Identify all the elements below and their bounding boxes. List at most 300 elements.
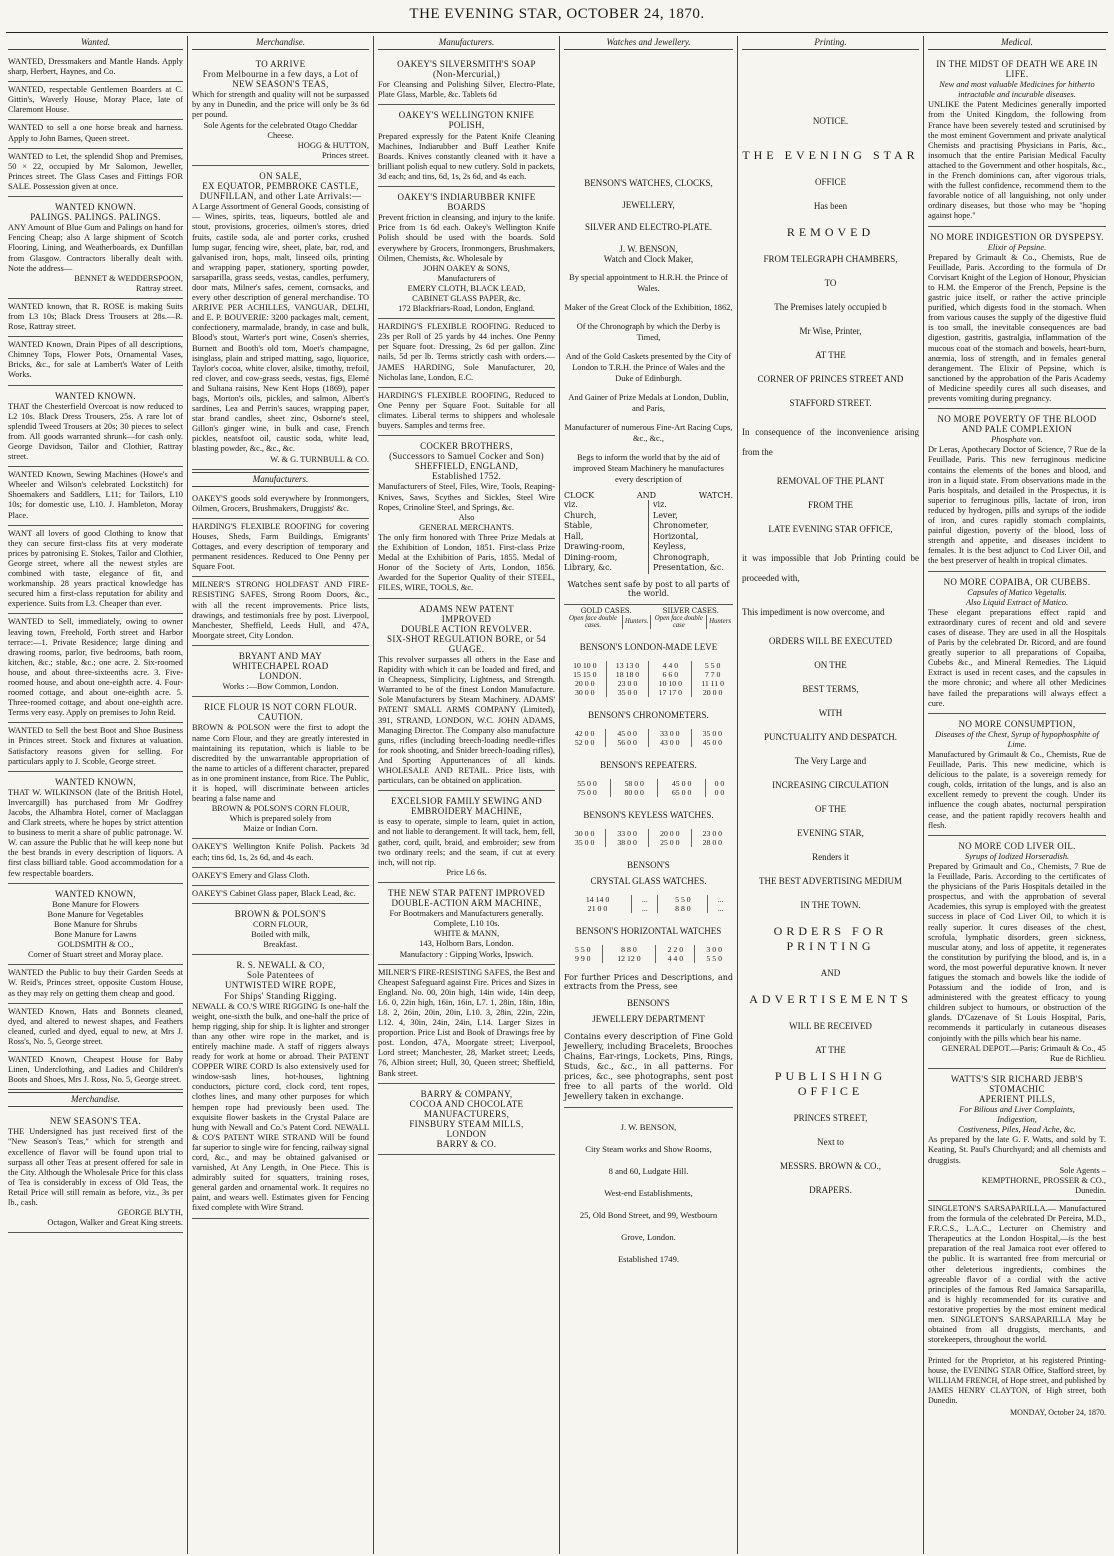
price-cell: 0 0 xyxy=(705,779,733,788)
ad-body: Prepared by Grimault and Co., Chemists, 7 Rue de la Feuillade, Paris. According to the certificates of the physicians of the Paris Hospitals detailed in the prospectus, and with the approbation of several Academies, this syrup is employed with the greatest success in place of Cod Liver Oil, to which it is really superior. It cures diseases of the chest, scrofula, lymphatic disorders, green sickness, muscular atony, and loss of appetite, it regenerates the constitution by purifying the blood, and is, in a word, the most powerful depurative known. It never fatigues the stomach and bowels like the iodide of Potassium and the iodide of Iron, and is administered with the greatest efficacy to young children subject to humours, or obstruction of the glands. D'Cazenave of St Louis Hospital, Paris, recommends it particularly in cutaneous diseases conjointly with the pills which bear his name. xyxy=(928,861,1106,1043)
advertisement xyxy=(8,884,183,966)
benson-address: J. W. BENSON, City Steam works and Show Rooms, 8 and 60, Ludgate Hill. West-end Establishments, 25, Old Bond Street, and 99, Westbourn Grove, London. Established 1749. xyxy=(564,1107,733,1270)
imprint-date: MONDAY, October 24, 1870. xyxy=(1010,1408,1106,1418)
advertisement xyxy=(378,1084,555,1156)
price-row xyxy=(564,904,733,913)
price-row xyxy=(564,738,733,747)
price-table xyxy=(564,829,733,847)
price-cell: 20 0 0 xyxy=(575,678,595,688)
ad-body: MILNER'S STRONG HOLDFAST AND FIRE-RESISTING SAFES, Strong Room Doors, &c., with all the recent improvements. Price lists, drawings, and testimonials free by post. Liverpool, Manchester, Sheffield, Leeds Hull, and 47A, Moorgate street, City London. xyxy=(192,580,369,640)
advertisement xyxy=(928,714,1106,836)
notice-line: TO xyxy=(824,278,837,288)
ad-body: SINGLETON'S SARSAPARILLA.— Manufactured from the formula of the celebrated Dr Pereira, M.D., F.R.C.S., L.A.C., Lecturer on Chemistry and Therapeutics at the London Hospital,—is the best preparation of the real Jamaica root ever offered to the public. It is warranted free from mercurial or other deleterious ingredients, combines the agreeable flavor of a cordial with the active principles of the famous Red Jamaica Sarsaparilla, and is highly recommended for its curative and restorative properties by the most eminent medical men. SINGLETON'S SARSAPARILLA May be obtained from all druggists, merchants, and storekeepers, throughout the world. xyxy=(928,1203,1106,1345)
price-cell: 35 0 0 xyxy=(606,688,649,697)
price-cell: 3 0 0 xyxy=(695,945,733,954)
advertisement xyxy=(378,54,555,105)
price-cell: 5 5 0 xyxy=(658,895,708,904)
advertisement xyxy=(192,491,369,519)
price-cell: 10 10 0 xyxy=(573,660,597,670)
notice-line: ORDERS FOR PRINTING xyxy=(773,924,888,953)
price-cell: 11 11 0 xyxy=(692,679,733,688)
ad-body: WANTED, Dressmakers and Mantle Hands. Apply sharp, Herbert, Haynes, and Co. xyxy=(8,57,183,77)
notice-line: it was impossible that Job Printing could be proceeded with, xyxy=(742,553,919,583)
ad-body: As prepared by the late G. F. Watts, and sold by T. Keating, St. Paul's Churchyard; and all chemists and druggists. xyxy=(928,1135,1106,1165)
price-cell: 52 0 0 xyxy=(574,737,595,747)
advertisement xyxy=(928,227,1106,410)
price-tables xyxy=(564,639,733,963)
ad-signature: Sole Agents – KEMPTHORNE, PROSSER & CO., Dunedin. xyxy=(981,1165,1106,1195)
ad-heading: WANTED KNOWN. PALINGS. PALINGS. PALINGS. xyxy=(30,202,161,223)
ad-centered-text: Also GENERAL MERCHANTS. xyxy=(419,512,514,532)
ad-body: WANTED Known, Cheapest House for Baby Linen, Underclothing, and Ladies and Children's Boots and Shoes, Mrs J. Ross, No. 5, George street. xyxy=(8,1054,183,1085)
benson-credential: Maker of the Great Clock of the Exhibition, 1862, xyxy=(564,303,733,312)
ad-body: For Cleansing and Polishing Silver, Electro-Plate, Plate Glass, Marble, &c. Tablets 6d xyxy=(378,80,555,100)
price-cell: 14 14 0 xyxy=(585,894,610,904)
ad-heading: BARRY & COMPANY, COCOA AND CHOCOLATE MANUFACTURERS, FINSBURY STEAM MILLS, LONDON BARRY & CO. xyxy=(409,1088,524,1150)
price-cell: 30 0 0 xyxy=(574,828,595,838)
advertisement xyxy=(8,299,183,337)
notice-line: This impediment is now overcome, and xyxy=(742,607,885,617)
price-cell: ... xyxy=(632,895,658,904)
advertisement xyxy=(8,1111,183,1233)
ad-body: A Large Assortment of General Goods, consisting of— Wines, spirits, teas, liqueurs, bottled ale and stout, provisions, groceries, oilmen's stores, dried fruits, castile soda, ale and porter corks, crushed lump sugar, fencing wire, sheet, plate, bar, rod, and galvanised iron, hops, malt, linseed oils, printing and wrapping paper, stationery, sporting powder, sarsaparilla, grass seeds, vestas, candles, perfumery, door mats, Milner's safes, cement, cornsacks, and every other description of general merchandise. TO ARRIVE PER ACHILLES, VANGUAR, DELHI, and E. P. BOUVERIE: 3200 packages malt, cement, confectionery, marmalade, brandy, in case and bulk, Blood's stout, Warter's port wine, Cosen's sherries, Burnett and Booth's old tom, Moet's champagne, isinglass, plain and striped matting, sago, liquorice, Taylor's cocoa, white clover, alsike, timothy, trefoil, red clover, and cow-grass seeds, vestas, figs, Elemé and Sultana raisins, New Kent Hops (1869), paper bags, Morton's oils, pickles, and salmon, Albert's sardines, Lea and Perrin's sauces, wrapping paper, star brand candles, sheet zinc, Osborne's steel, Gillon's ginger wine, in bulk and case, French pickles, neatsfoot oil, caustic soda, white lead, blasting powder, &c., &c., &c. xyxy=(192,202,369,454)
ad-centered-text: Works :—Bow Common, London. xyxy=(222,682,339,692)
price-cell: 5 5 0 xyxy=(574,944,591,954)
notice-line: Has been xyxy=(813,201,848,211)
price-row xyxy=(564,829,733,838)
advertisement xyxy=(8,467,183,525)
advertisement xyxy=(928,409,1106,571)
ad-heading: NO MORE COPAIBA, OR CUBEBS. xyxy=(943,576,1091,587)
advertisement xyxy=(8,82,183,120)
price-row xyxy=(564,895,733,904)
price-cell: 58 0 0 xyxy=(610,779,657,788)
price-cell: 75 0 0 xyxy=(577,787,597,797)
notice-line: REMOVAL OF THE PLANT xyxy=(776,476,885,486)
removal-notice xyxy=(742,116,919,1195)
price-cell: ... xyxy=(708,904,733,913)
notice-line: ORDERS WILL BE EXECUTED xyxy=(768,636,893,646)
notice-line: OF THE xyxy=(814,804,847,814)
ad-heading: WANTED KNOWN, xyxy=(55,776,136,787)
price-cell: 80 0 0 xyxy=(610,788,657,797)
ad-body: OAKEY'S goods sold everywhere by Ironmongers, Oilmen, Grocers, Brushmakers, Druggists' &c. xyxy=(192,493,369,513)
price-cell: 2 2 0 xyxy=(656,945,695,954)
ad-heading: NO MORE POVERTY OF THE BLOOD AND PALE COMPLEXION xyxy=(937,414,1097,435)
ad-body: These elegant preparations effect rapid and extraordinary cures of recent and old and severe cases of disease. They are used in all the Hospitals of Paris by the celebrated Dr. Ricord, and are found greatly superior to all preparations of Copaiba, Cubebs &c., and Mineral Remedies. The Liquid Extract is used in recent cases, and the capsules in the more chronic; and where all other Medicines have failed the preparations will always effect a cure. xyxy=(928,607,1106,708)
ad-heading: BROWN & POLSON'S xyxy=(234,908,327,919)
column-manufacturers xyxy=(374,36,560,1554)
price-cell: 13 13 0 xyxy=(606,661,649,670)
notice-line: The Premises lately occupied b xyxy=(774,302,887,312)
clock-watch-heading: CLOCK AND WATCH. xyxy=(564,491,733,500)
advertisement xyxy=(378,436,555,598)
notice-line: Next to xyxy=(817,1137,844,1147)
notice-line: REMOVED xyxy=(786,225,875,239)
notice-line: Mr Wise, Printer, xyxy=(799,326,862,336)
column-merchandise xyxy=(188,36,374,1554)
benson-credential: Manufacturer of numerous Fine-Art Racing Cups, &c., &c., xyxy=(564,423,733,443)
notice-line: The Very Large and xyxy=(794,756,867,766)
notice-line: PUNCTUALITY AND DESPATCH. xyxy=(763,732,898,742)
ad-signature: HOGG & HUTTON, Princes street. xyxy=(297,140,369,160)
column-heading: Medical. xyxy=(928,36,1106,50)
advertisement xyxy=(378,187,555,319)
advertisement xyxy=(928,1201,1106,1350)
ad-body: Manufactured by Grimault & Co., Chemists, Rue de Feuillade, Paris. This new medicine, which is delicious to the palate, is a sovereign remedy for cough, colds, irritation of the lungs, and is also an excellent remedy to prevent the cough. Under its influence the cough abates, nocturnal perspiration cease, and the patient rapidly recovers health and flesh. xyxy=(928,750,1106,830)
clock-watch-list: viz. Church, Stable, Hall, Drawing-room, Dining-room, Library, &c. viz. Lever, Chronometer, Horizontal, Keyless, Chronograph, Presentation, &c. xyxy=(564,500,733,574)
advertisement xyxy=(192,166,369,470)
price-cell: 65 0 0 xyxy=(658,788,705,797)
ad-centered-text: Sole Agents for the celebrated Otago Cheddar Cheese. xyxy=(203,120,358,140)
price-cell: 42 0 0 xyxy=(574,728,595,738)
benson-credential: Of the Chronograph by which the Derby is Timed, xyxy=(576,322,721,342)
ad-heading: EXCELSIOR FAMILY SEWING AND EMBROIDERY MACHINE, xyxy=(391,796,542,817)
price-cell: 10 10 0 xyxy=(649,679,692,688)
ad-heading: R. S. NEWALL & CO, Sole Patentees of UNTWISTED WIRE ROPE, For Ships' Standing Rigging. xyxy=(224,960,337,1001)
column-heading: Wanted. xyxy=(8,36,183,50)
column-watches xyxy=(560,36,738,1554)
masthead-rule xyxy=(6,32,1108,33)
ad-centered-text: For Bootmakers and Manufacturers generally. Complete, L10 10s. WHITE & MANN, 143, Holborn Bars, London. Manufactory : Gipping Works, Ipswich. xyxy=(389,909,544,959)
price-cell: 28 0 0 xyxy=(691,838,733,847)
price-cell: 15 15 0 xyxy=(573,669,597,679)
notice-line: FROM THE xyxy=(807,500,854,510)
advertisement xyxy=(8,149,183,197)
further-prices: For further Prices and Descriptions, and extracts from the Press, see xyxy=(564,972,733,991)
benson-name: J. W. BENSON, Watch and Clock Maker, xyxy=(603,244,694,264)
masthead: THE EVENING STAR, OCTOBER 24, 1870. xyxy=(409,6,705,22)
price-table xyxy=(564,661,733,697)
advertisement xyxy=(192,904,369,955)
section-heading: Manufacturers. xyxy=(192,472,369,487)
advertisement xyxy=(378,883,555,965)
ad-subheading: New and most valuable Medicines for hitherto intractable and incurable diseases. xyxy=(939,80,1095,100)
ad-body: WANT all lovers of good Clothing to know that they can secure first-class fits at very moderate prices by patronising E. Stokes, Tailor and Clothier, George street, where all the newest styles are combined with taste, elegance of fit, and workmanship. 28 years practical knowledge has secured him a first-class reputation for ability and experience. Suits from L3. Cheaper than ever. xyxy=(8,528,183,609)
price-table-heading: BENSON'S REPEATERS. xyxy=(600,759,697,770)
ad-body: ANY Amount of Blue Gum and Palings on hand for Fencing Cheap; also A large shipment of Scotch Flooring, Lining, and Weatherboards, ex Dunfillan from Glasgow. Contractors liberally dealt with. Note the address— xyxy=(8,223,183,273)
ad-heading: NO MORE CONSUMPTION, xyxy=(958,718,1076,729)
advertisement xyxy=(378,388,555,436)
advertisement xyxy=(192,886,369,904)
ad-heading: OAKEY'S INDIARUBBER KNIFE BOARDS xyxy=(397,192,536,213)
notice-line: THE EVENING STAR xyxy=(742,148,919,162)
notice-line: PUBLISHING OFFICE xyxy=(774,1069,887,1098)
ad-body: WANTED to Sell the best Boot and Shoe Business in Princes street. Stock and fixtures at valuation. Satisfactory reasons given for selling. For particulars apply to J. Scoble, George street. xyxy=(8,726,183,766)
ad-body: This revolver surpasses all others in the Ease and Rapidity with which it can be loaded and fired, and in Cheapness, Simplicity, Lightness, and Strength. Warranted to be of the finest London Manufacture. Sole Manufacturers by Steam Machinery. ADAMS' PATENT SMALL ARMS COMPANY (Limited), 391, STRAND, LONDON, W.C. JOHN ADAMS, Managing Director. The Company also manufacture guns, rifles (including breech-loading needle-rifles for rook shooting, and Snider breech-loading rifles), And Sporting Appurtenances of all kinds. WHOLESALE AND RETAIL. Price lists, with particulars, can be obtained on application. xyxy=(378,654,555,786)
ad-body: Prepared expressly for the Patent Knife Cleaning Machines, Indiarubber and Buff Leather Knife Boards. Knives constantly cleaned with it have a brilliant polish equal to new cutlery. Sold in packets, 3d each; and tins, 6d, 1s, 2s 6d, and 4s each. xyxy=(378,131,555,181)
ad-body: NEWALL & CO.'S WIRE RIGGING Is one-half the weight, one-sixth the bulk, and one-half the price of hemp rigging, ship for ship. It is lighter and stronger than any other wire rope in the market, and is entirely machine made. A staff of riggers always ready for work at home or abroad. Their PATENT COPPER WIRE CORD Is also extensively used for window-sash lines, hot-houses, lightning conductors, picture cord, clock cord, tent ropes, clothes lines, and many other purposes for which hempen rope had previously been used. The exquisite flower baskets in the Crystal Palace are hung with Newall and Co.'s Patent Cord. NEWALL & CO'S PATENT WIRE STRAND Will be found far superior to single wire for fencing, railway signal cord, &c., and may be obtained galvanised or varnished, At Any Length, in One Piece. This is admirably suited for squatters, training roses, general garden and ornamental work. It requires no paint, and wears well. Estimates given for Fencing fixed complete with Wire Strand. xyxy=(192,1001,369,1213)
advertisement xyxy=(8,723,183,771)
ad-body: WANTED the Public to buy their Garden Seeds at W. Reid's, Princes street, opposite Custom House, as they may rely on getting them cheap and good. xyxy=(8,968,183,998)
price-cell: 25 0 0 xyxy=(648,838,691,847)
price-cell: 0 0 xyxy=(705,788,733,797)
ad-signature: GEORGE BLYTH, Octagon, Walker and Great King streets. xyxy=(47,1208,183,1228)
price-row xyxy=(564,788,733,797)
ad-body: WANTED Known, Sewing Machines (Howe's and Wheeler and Wilson's celebrated Lockstitch) for Shoemakers and Saddlers, L11; for Tailors, L10 10s; for domestic use, L10. J. Hambleton, Moray Place. xyxy=(8,470,183,520)
ad-subheading: Capsules of Matico Vegetalis. Also Liquid Extract of Matico. xyxy=(965,587,1069,607)
notice-line: OFFICE xyxy=(814,177,846,187)
price-cell: 33 0 0 xyxy=(648,729,691,738)
price-row xyxy=(564,688,733,697)
advertisement xyxy=(928,1069,1106,1201)
ad-body: THE Undersigned has just received first of the "New Season's Teas," which for strength and excellence of flavor will be found upon trial to surpass all other Teas at present offered for sale in the City. Although the Wholesale Price for this class of Tea is considerably in excess of Old Teas, the Retail Price will still remain as before, viz., 3s per lb., cash. xyxy=(8,1127,183,1207)
ad-body: THAT the Chesterfield Overcoat is now reduced to L2 10s. Black Dress Trousers, 25s. A rare lot of splendid Tweed Trousers at 20s; 30 pieces to select from. All goods warranted shrunk—for cash only. George Davidson, Tailor and Clothier, Rattray street. xyxy=(8,401,183,462)
column-heading: Watches and Jewellery. xyxy=(564,36,733,50)
notice-line: LATE EVENING STAR OFFICE, xyxy=(768,524,893,534)
ad-body: OAKEY'S Wellington Knife Polish. Packets 3d each; tins 6d, 1s, 2s 6d, and 4s each. xyxy=(192,842,369,862)
price-table-heading: BENSON'S CRYSTAL GLASS WATCHES. xyxy=(590,859,707,886)
price-cell: 4 4 0 xyxy=(649,661,692,670)
advertisement xyxy=(378,319,555,388)
price-row xyxy=(564,670,733,679)
price-cell: 8 8 0 xyxy=(602,945,656,954)
ad-body: WANTED Known, Hats and Bonnets cleaned, dyed, and altered to newest shapes, and Feathers cleaned, curled and dyed, equal to new, at Mrs J. Ross's, No. 5, George street. xyxy=(8,1006,183,1046)
price-cell: 23 0 0 xyxy=(606,679,649,688)
advertisement xyxy=(192,646,369,697)
section-heading: Merchandise. xyxy=(8,1092,183,1107)
price-cell: 21 0 0 xyxy=(587,903,608,913)
advertisement xyxy=(8,120,183,148)
ad-subheading: Phosphate von. xyxy=(991,435,1043,445)
price-cell: ... xyxy=(632,904,658,913)
ad-heading: WANTED KNOWN, xyxy=(55,888,136,899)
price-row xyxy=(564,954,733,963)
advertisement xyxy=(8,54,183,82)
column-heading: Printing. xyxy=(742,36,919,50)
advertisement xyxy=(928,54,1106,227)
ad-heading: NEW SEASON'S TEA. xyxy=(49,1116,142,1127)
price-table xyxy=(564,729,733,747)
ad-body: WANTED to Sell, immediately, owing to owner leaving town, Freehold, Forth street and Harbor terrace:—1. Private Residence; large dining and drawing rooms, parlor, five bedrooms, bath room, kitchen, &c.; stable, &c.; one acre. 2. Six-roomed house, and about three-sixteenths acre. 3. Five-roomed house, and about one-eighth acre. 4. Four-roomed cottage, and about one-eighth acre. 5. Three-roomed cottage, and about one-eighth acre. Terms very easy. Apply on premises to John Reid. xyxy=(8,617,183,718)
advertisement xyxy=(8,386,183,468)
ad-heading: OAKEY'S SILVERSMITH'S SOAP (Non-Mercurial,) xyxy=(397,59,536,80)
price-row xyxy=(564,729,733,738)
notice-line: IN THE TOWN. xyxy=(800,900,861,910)
column-medical xyxy=(924,36,1110,1554)
ad-centered-text: BROWN & POLSON'S CORN FLOUR, Which is prepared solely from Maize or Indian Corn. xyxy=(211,804,350,834)
advertisement xyxy=(928,572,1106,714)
ad-body: BROWN & POLSON were the first to adopt the name Corn Flour, and they are greatly interested in maintaining its reputation, which is liable to be discredited by the unwarrantable appropriation of the name to articles of a different character, prepared as in one prominent instance, from Rice. The Public, it is hoped, will discriminate between articles bearing a false name and xyxy=(192,723,369,804)
ad-subheading: Syrups of Iodized Horseradish. xyxy=(964,851,1070,861)
advertisement xyxy=(378,105,555,187)
price-cell: 4 4 0 xyxy=(656,954,695,963)
notice-line: DRAPERS. xyxy=(809,1185,852,1195)
ad-body: OAKEY'S Cabinet Glass paper, Black Lead, &c. xyxy=(192,888,356,898)
jewellery-dept-text: Contains every description of Fine Gold Jewellery, including Bracelets, Brooches Chains, Ear-rings, Lockets, Pins, Rings, Studs, &c., &c., in all patterns. For prices, &c., see photographs, sent post free to all parts of the world. Old Jewellery taken in exchange. xyxy=(564,1030,733,1101)
advertisement xyxy=(8,526,183,615)
notice-line: ADVERTISEMENTS xyxy=(749,992,912,1006)
price-cell: 20 0 0 xyxy=(692,688,733,697)
notice-line: WILL BE RECEIVED xyxy=(789,1021,872,1031)
ad-centered-text: Bone Manure for Flowers Bone Manure for Vegetables Bone Manure for Shrubs Bone Manure for Lawns GOLDSMITH & CO., Corner of Stuart street and Moray place. xyxy=(27,899,164,960)
price-table xyxy=(564,895,733,913)
advertisement xyxy=(928,836,1106,1069)
column-heading: Manufacturers. xyxy=(378,36,555,50)
advertisement xyxy=(378,965,555,1084)
benson-title: BENSON'S WATCHES, CLOCKS, JEWELLERY, SILVER AND ELECTRO-PLATE. xyxy=(584,178,713,232)
ad-heading: NO MORE COD LIVER OIL. xyxy=(958,840,1076,851)
price-row xyxy=(564,945,733,954)
ad-heading: OAKEY'S WELLINGTON KNIFE POLISH, xyxy=(398,110,535,131)
case-column-headings: Open face double cases. Hunters. Open face double case Hunters xyxy=(564,615,733,629)
advertisement xyxy=(8,965,183,1003)
price-table-heading: BENSON'S KEYLESS WATCHES. xyxy=(583,809,714,820)
price-table xyxy=(564,945,733,963)
ad-body: UNLIKE the Patent Medicines generally imported from the United Kingdom, the following from France have been severely tested and scrutinised by the most eminent Government and private analytical Chemists and practising Physicians in Paris, &c., insomuch that the entire Parisian Medical Faculty attached to the Government and other hospitals, &c., in the French dominions can, after vigorous trials, with the fullest confidence, recommend them to the favorable notice of all languishing, not only under ordinary diseases, but those who may be "hoping against hope." xyxy=(928,100,1106,221)
notice-line: FROM TELEGRAPH CHAMBERS, xyxy=(763,254,898,264)
ad-centered-text: Price L6 6s. xyxy=(446,867,487,877)
price-cell: 35 0 0 xyxy=(691,729,733,738)
ad-body: HARDING'S FLEXIBLE ROOFING. Reduced to 23s per Roll of 25 yards by 44 inches. One Penny per Square foot. Dressing, 2s 6d per gallon. Zinc nails, 5d per lb. Terms strictly cash with orders.—JAMES HARDING, Sole Manufacturer, 20, Nicholas lane, London, E.C. xyxy=(378,322,555,382)
ad-body: WANTED to sell a one horse break and harness. Apply to John Barnes, Queen street. xyxy=(8,123,183,143)
ad-body: Prepared by Grimault & Co., Chemists, Rue de Feuillade, Paris. According to the formula of Dr Corvisart Knight of the Legion of Honour, Physician to H.M. the Emperor of the French, Pepsine is the gastric juice itself, or rather the active principle purified, which digests food in the stomach. When from various causes the supply of the digestive fluid is too small, the inevitable consequences are bad digestion, gastritis, gastralgia, inflammation of the mucous coat of the stomach and bowels, heart-burn, anœmia, loss of strength, and in females general derangement. The Elixir of Pepsine, which is sanctioned by the approbation of the Paris Academy of Medicine speedily cures all such diseases, and prevents vomiting during pregnancy. xyxy=(928,252,1106,403)
notice-line: INCREASING CIRCULATION xyxy=(772,780,889,790)
price-cell: 23 0 0 xyxy=(691,829,733,838)
notice-line: EVENING STAR, xyxy=(797,828,864,838)
ad-body: WANTED Known, Drain Pipes of all descriptions, Chimney Tops, Flower Pots, Ornamental Vases, Bricks, &c., for sale at Lambert's Water of Leith Works. xyxy=(8,340,183,380)
ad-subheading: For Bilious and Liver Complaints, Indigestion, Costiveness, Piles, Head Ache, &c. xyxy=(958,1105,1076,1135)
ad-heading: NO MORE INDIGESTION OR DYSPEPSY. xyxy=(930,231,1104,242)
ad-signature: BENNET & WEDDERSPOON, Rattray street. xyxy=(74,273,183,293)
notice-line: AND xyxy=(820,968,841,978)
ad-heading: TO ARRIVE From Melbourne in a few days, a Lot of NEW SEASON'S TEAS, xyxy=(202,59,359,90)
price-cell: ... xyxy=(708,895,733,904)
ad-heading: WANTED KNOWN. xyxy=(55,390,136,401)
advertisement xyxy=(378,791,555,883)
benson-credential: And Gainer of Prize Medals at London, Dublin, and Paris, xyxy=(568,393,729,413)
price-cell: 45 0 0 xyxy=(691,738,733,747)
column-printing xyxy=(738,36,924,1554)
column-heading: Merchandise. xyxy=(192,36,369,50)
notice-line: AT THE xyxy=(815,1045,846,1055)
price-cell: 55 0 0 xyxy=(577,778,597,788)
price-table-heading: BENSON'S CHRONOMETERS. xyxy=(588,709,709,720)
ad-heading: WATTS'S SIR RICHARD JEBB'S STOMACHIC APERIENT PILLS, xyxy=(950,1073,1084,1104)
benson-credential: By special appointment to H.R.H. the Prince of Wales. xyxy=(569,273,728,293)
ad-body: THAT W. WILKINSON (late of the British Hotel, Invercargill) has purchased from Mr Godfrey Jacobs, the Alhambra Hotel, corner of Maclaggan and Clark streets, where he hopes by strict attention to business to merit a share of public patronage. W. W. can assure the Public that he will keep none but the best brands in every description of liquors. A first class billiard table. Good accommodation for a few respectable boarders. xyxy=(8,787,183,878)
notice-line: ON THE xyxy=(814,660,847,670)
advertisement xyxy=(192,577,369,646)
ad-body: WANTED, respectable Gentlemen Boarders at C. Gittin's, Waverly House, Moray Place, late of Claremont House. xyxy=(8,85,183,115)
ad-heading: IN THE MIDST OF DEATH WE ARE IN LIFE. xyxy=(936,59,1098,80)
price-cell: 17 17 0 xyxy=(649,688,692,697)
ad-centered-text: CORN FLOUR, Boiled with milk, Breakfast. xyxy=(251,919,310,950)
column-wanted xyxy=(4,36,188,1554)
notice-line: BEST TERMS, xyxy=(802,684,859,694)
benson-credential: And of the Gold Caskets presented by the City of London to T.R.H. the Prince of Wales and the Duke of Edinburgh. xyxy=(565,352,732,383)
advertisement xyxy=(192,868,369,886)
ad-heading: RICE FLOUR IS NOT CORN FLOUR. CAUTION. xyxy=(203,702,358,723)
price-cell: 8 8 0 xyxy=(658,904,708,913)
ad-centered-text: JOHN OAKEY & SONS, Manufacturers of EMERY CLOTH, BLACK LEAD, CABINET GLASS PAPER, &c. 172 Blackfriars-Road, London, England. xyxy=(398,263,535,314)
benson-credential: Begs to inform the world that by the aid of improved Steam Machinery he manufactures every description of xyxy=(573,453,724,484)
ad-body: MILNER'S FIRE-RESISTING SAFES, the Best and Cheapest Safeguard against Fire. Prices and Sizes in England. No. 00, 20in high, 14in wide, 14in deep, L6. 0, 22in high, 16in, 16in, L7. 1, 28in, 18in, 18in, L8. 2, 26in, 20in, 20in, L10. 3, 28in, 22in, 22in, L12. 4, 30in, 24in, 24in, L14. Larger Sizes in proportion. Price List and Book of Drawings free by post. London, 47A, Moorgate street; Liverpool, Lord street; Manchester, 28, Market street; Leeds, 76, Albion street; Hull, 30, Queen street; Sheffield, Bank street. xyxy=(378,967,555,1078)
ad-signature: W. & G. TURNBULL & CO. xyxy=(270,454,369,464)
ad-subheading: Diseases of the Chest, Syrup of hypophosphite of Lime. xyxy=(935,729,1099,749)
advertisement xyxy=(192,955,369,1218)
price-cell: 45 0 0 xyxy=(606,729,649,738)
price-cell: 5 5 0 xyxy=(692,661,733,670)
ad-body: WANTED known, that R. ROSE is making Suits from L3 10s; Black Dress Trousers at 28s.—R. Rose, Rattray street. xyxy=(8,301,183,332)
ad-body: WANTED to Let, the splendid Shop and Premises, 50 × 22, occupied by Mr Salomon, Jeweller, Princes street. The Glass Cases and Fittings FOR SALE. Possession given at once. xyxy=(8,151,183,191)
advertisement xyxy=(8,614,183,723)
ad-heading: THE NEW STAR PATENT IMPROVED DOUBLE-ACTION ARM MACHINE, xyxy=(387,887,546,909)
ad-heading: ADAMS NEW PATENT IMPROVED DOUBLE ACTION REVOLVER. SIX-SHOT REGULATION BORE, or 54 GUAGE. xyxy=(387,603,546,654)
ad-heading: COCKER BROTHERS, (Successors to Samuel Cocker and Son) SHEFFIELD, ENGLAND, Established 1752. xyxy=(389,441,544,482)
ad-body: Prevent friction in cleansing, and injury to the knife. Price from 1s 6d each. Oakey's Wellington Knife Polish should be used with the boards. Sold everywhere by Grocers, Ironmongers, Brushmakers, Oilmen, Chemists, &c. Wholesale by xyxy=(378,213,555,263)
price-cell: 38 0 0 xyxy=(606,838,649,847)
ad-signature: GENERAL DEPOT.—Paris: Grimault & Co., 45 Rue de Richlieu. xyxy=(941,1043,1106,1063)
advertisement xyxy=(8,197,183,299)
price-row xyxy=(564,661,733,670)
price-cell: 12 12 0 xyxy=(602,954,656,963)
advertisement xyxy=(8,772,183,884)
ad-heading: ON SALE, EX EQUATOR, PEMBROKE CASTLE, DUNFILLAN, and other Late Arrivals:— xyxy=(199,170,362,202)
ad-body: Dr Leras, Apothecary Doctor of Science, 7 Rue de la Feuillade, Paris. This new ferruginous medicine contains the elements of the bones and blood, and iron in a liquid state. From observations made in the Paris hospitals, and detailed in the Prospectus, it is superior to ferruginous pills, lactate of iron, iron reduced by hydrogen, pills and syrups of the iodide of iron, and cures rapidly stomach complaints, painful digestion, poverty of the blood, loss of strength and appetite, and diseases incident to females. It is the best adjunct to Cod Liver Oil, and the best preserver of health in tropical climates. xyxy=(928,445,1106,566)
ad-body: Which for strength and quality will not be surpassed by any in Dunedin, and the price will only be 3s 6d per pound. xyxy=(192,90,369,120)
advertisement xyxy=(192,697,369,839)
notice-line: STAFFORD STREET. xyxy=(789,398,872,408)
price-cell: 30 0 0 xyxy=(575,687,595,697)
notice-line: THE BEST ADVERTISING MEDIUM xyxy=(758,876,903,886)
advertisement xyxy=(192,519,369,577)
price-table-heading: BENSON'S LONDON-MADE LEVE xyxy=(579,641,718,652)
notice-line: Renders it xyxy=(812,852,849,862)
ad-body: The only firm honored with Three Prize Medals at the Exhibition of London, 1851. First-class Prize Medal at the Exhibition of Paris, 1855. Medal of Honor of the Society of Arts, London, 1856. Awarded for the Superior Quality of their STEEL, FILES, WIRE, TOOLS, &c. xyxy=(378,532,555,593)
advertisement xyxy=(8,1004,183,1052)
price-cell: 6 6 0 xyxy=(649,670,692,679)
notice-line: MESSRS. BROWN & CO., xyxy=(779,1161,882,1171)
price-row xyxy=(564,838,733,847)
price-cell: 7 7 0 xyxy=(692,670,733,679)
ad-body: OAKEY'S Emery and Glass Cloth. xyxy=(192,870,310,880)
advertisement xyxy=(192,54,369,166)
price-cell: 43 0 0 xyxy=(648,738,691,747)
price-cell: 9 9 0 xyxy=(574,953,591,963)
advertisement xyxy=(8,1052,183,1090)
notice-line: In consequence of the inconvenience arising from the xyxy=(742,427,919,457)
price-cell: 18 18 0 xyxy=(606,670,649,679)
price-cell: 35 0 0 xyxy=(574,837,595,847)
price-cell: 45 0 0 xyxy=(658,779,705,788)
shipping-note: Watches sent safe by post to all parts of the world. xyxy=(567,579,730,598)
price-cell: 20 0 0 xyxy=(648,829,691,838)
notice-line: PRINCES STREET, xyxy=(793,1113,868,1123)
case-headings: GOLD CASES. SILVER CASES. xyxy=(564,604,733,615)
notice-line: AT THE xyxy=(815,350,846,360)
price-table xyxy=(564,779,733,797)
price-cell: 5 5 0 xyxy=(695,954,733,963)
benson-credentials xyxy=(564,272,733,485)
ad-body: Manufacturers of Steel, Files, Wire, Tools, Reaping-Knives, Saws, Scythes and Sickles, Steel Wire Ropes, Crinoline Steel, and Springs, &c. xyxy=(378,482,555,512)
jewellery-dept-heading: BENSON'S JEWELLERY DEPARTMENT xyxy=(592,997,705,1024)
ad-body: HARDING'S FLEXIBLE ROOFING for covering Houses, Sheds, Farm Buildings, Emigrants' Cottages, and every description of temporary and permanent residences. Reduced to One Penny per Square Foot. xyxy=(192,521,369,572)
imprint: Printed for the Proprietor, at his registered Printing-house, the EVENING STAR Office, Stafford street, by WILLIAM FRENCH, of Hope street, and published by JAMES HENRY CLAYTON, of High street, both Dunedin. xyxy=(928,1356,1106,1406)
ad-subheading: Elixir of Pepsine. xyxy=(987,242,1047,252)
price-table-heading: BENSON'S HORIZONTAL WATCHES xyxy=(575,925,722,936)
ad-heading: BRYANT AND MAY WHITECHAPEL ROAD LONDON. xyxy=(232,650,329,682)
price-row xyxy=(564,779,733,788)
price-row xyxy=(564,679,733,688)
price-cell: 56 0 0 xyxy=(606,738,649,747)
notice-line: WITH xyxy=(818,708,843,718)
ad-body: is easy to operate, simple to learn, quiet in action, and not liable to derangement. It will tack, hem, fell, gather, cord, quilt, braid, and embroider; sew from two ordinary reels; and the seam, if cut at every inch, will not rip. xyxy=(378,817,555,867)
notice-line: CORNER OF PRINCES STREET AND xyxy=(757,374,904,384)
advertisement xyxy=(192,839,369,867)
price-cell: 33 0 0 xyxy=(606,829,649,838)
notice-line: NOTICE. xyxy=(812,116,849,126)
